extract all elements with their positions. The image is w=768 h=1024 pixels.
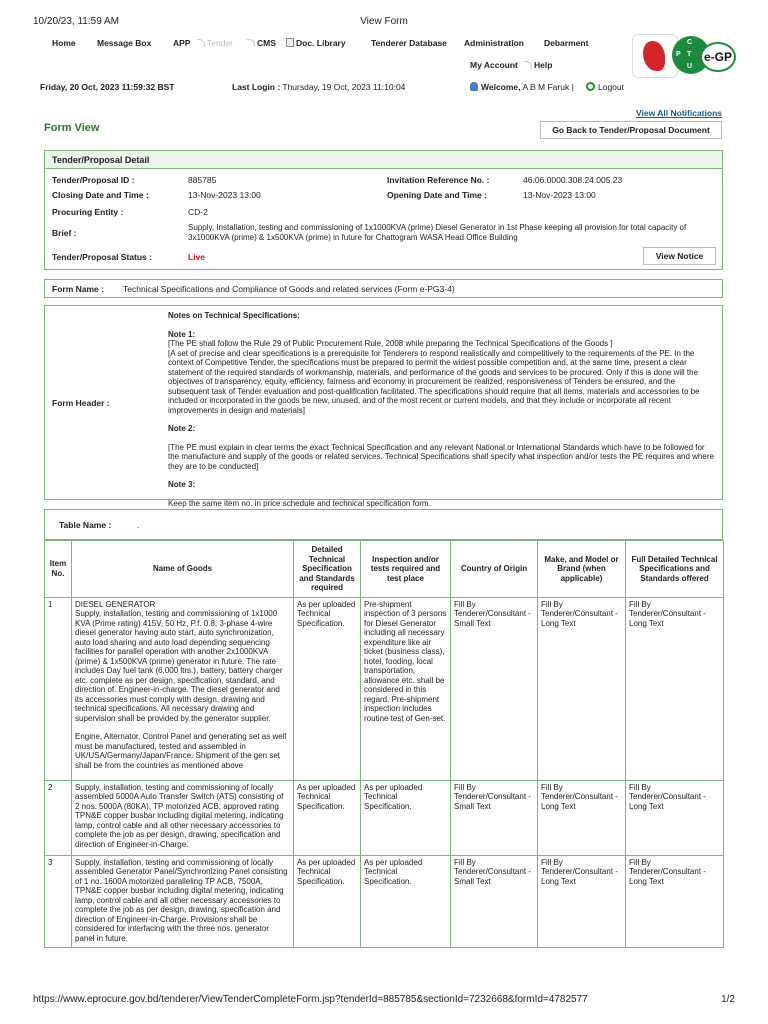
offered-cell: Fill By Tenderer/Consultant - Long Text	[626, 855, 724, 947]
help-icon	[524, 61, 532, 69]
page-title: Form View	[44, 122, 100, 134]
offered-cell: Fill By Tenderer/Consultant - Long Text	[626, 780, 724, 855]
view-notice-button[interactable]: View Notice	[643, 247, 716, 265]
print-datetime: 10/20/23, 11:59 AM	[33, 16, 119, 27]
item-no-cell: 2	[45, 780, 72, 855]
notes-heading: Notes on Technical Specifications:	[168, 311, 300, 320]
table-row	[45, 597, 724, 780]
form-header-notes	[168, 311, 716, 508]
header-detailed-spec: Detailed Technical Specification and Standards required	[294, 541, 361, 598]
origin-cell: Fill By Tenderer/Consultant - Small Text	[451, 855, 538, 947]
logout-link[interactable]: Logout	[586, 82, 624, 92]
origin-cell: Fill By Tenderer/Consultant - Small Text	[451, 780, 538, 855]
nav-doc-library[interactable]: Doc. Library	[286, 38, 346, 48]
nav-app[interactable]: APP	[173, 38, 191, 48]
table-name-panel	[44, 509, 723, 540]
view-all-notifications-link[interactable]: View All Notifications	[636, 108, 722, 118]
tender-detail-panel	[44, 150, 723, 270]
make-cell: Fill By Tenderer/Consultant - Long Text	[538, 780, 626, 855]
cms-icon	[247, 39, 255, 47]
opening-date-value: 13-Nov-2023 13:00	[523, 190, 596, 200]
goods-description: Supply, installation, testing and commissioning of 1x1000 KVA (Prime rating) 415V, 50 Hz, P.f. 0.8, 3-phase 4-wire diesel generator having auto start, auto synchronization, auto load sharing and auto load depending sequencing facilities for parallel operation with another 2x1000KVA (prime) & 1x500KVA (prime) generator in future. The rate includes Day fuel tank (6,000 ltrs.), battery, battery charger etc. complete as per design, specification, standard, and direction of. Engineer-in-charge. The diesel generator and its accessories must comply with design, drawing and technical specifications. All necessary drawing and supervision shall be provided by the generator supplier.	[75, 609, 283, 723]
header-make-model: Make, and Model or Brand (when applicable)	[538, 541, 626, 598]
note2-title: Note 2:	[168, 424, 196, 433]
spec-cell: As per uploaded Technical Specification.	[294, 855, 361, 947]
form-name-panel	[44, 279, 723, 298]
tender-status-value: Live	[188, 252, 206, 262]
table-row	[45, 780, 724, 855]
origin-cell: Fill By Tenderer/Consultant - Small Text	[451, 597, 538, 780]
table-name-value: .	[137, 520, 140, 530]
form-name-label: Form Name :	[52, 284, 104, 294]
goods-cell: Supply, installation, testing and commissioning of locally assembled Generator Panel/Synchronizing Panel consisting of 1 no. 1600A motorized paralleling TP ACB, 7500A, TPN&E copper busbar including digital metering, indicating lamp, control cable and all other necessary accessories to complete the job as per design, drawing, specification and direction of Engineer-in-Charge. Provisions shall be considered for interfacing with the three nos. generator panel in future.	[72, 855, 294, 947]
invitation-ref-value: 46.06.0000.308.24.005.23	[523, 175, 623, 185]
info-bar	[40, 82, 728, 94]
procuring-entity-value: CD-2	[188, 207, 208, 217]
logout-icon	[586, 82, 595, 91]
last-login: Last Login : Thursday, 19 Oct, 2023 11:10:04	[232, 82, 406, 92]
goods-specification-table	[44, 540, 724, 948]
welcome-user: Welcome, A B M Faruk |	[470, 82, 574, 92]
egp-logo	[630, 32, 736, 80]
tender-id-label: Tender/Proposal ID :	[52, 175, 135, 185]
inspection-cell: As per uploaded Technical Specification.	[361, 855, 451, 947]
header-name-of-goods: Name of Goods	[72, 541, 294, 598]
header-full-spec-offered: Full Detailed Technical Specifications and Standards offered	[626, 541, 724, 598]
nav-help[interactable]: Help	[524, 60, 552, 70]
page-number: 1/2	[721, 994, 735, 1005]
tender-icon	[197, 39, 205, 47]
nav-cms[interactable]: CMS	[247, 38, 276, 48]
item-no-cell: 3	[45, 855, 72, 947]
note1-rule: [The PE shall follow the Rule 29 of Public Procurement Rule, 2008 while preparing the Technical Specifications of the Goods ]	[168, 339, 613, 348]
header-item-no: Item No.	[45, 541, 72, 598]
spec-cell: As per uploaded Technical Specification.	[294, 780, 361, 855]
back-to-document-button[interactable]: Go Back to Tender/Proposal Document	[540, 121, 722, 139]
tender-detail-heading: Tender/Proposal Detail	[45, 151, 722, 169]
form-header-panel	[44, 305, 723, 508]
table-header-row	[45, 541, 724, 598]
header-inspection: Inspection and/or tests required and test place	[361, 541, 451, 598]
invitation-ref-label: Invitation Reference No. :	[387, 175, 490, 185]
table-name-label: Table Name :	[59, 520, 112, 530]
nav-home[interactable]: Home	[52, 38, 76, 48]
user-icon	[470, 82, 478, 91]
make-cell: Fill By Tenderer/Consultant - Long Text	[538, 597, 626, 780]
goods-origin-note: Engine, Alternator, Control Panel and generating set as well must be manufactured, tested and assembled in UK/USA/Germany/Japan/France. Shipment of the gen set shall be from the countries as mentioned above	[75, 732, 287, 770]
goods-cell	[72, 597, 294, 780]
print-footer	[33, 994, 735, 1008]
offered-cell: Fill By Tenderer/Consultant - Long Text	[626, 597, 724, 780]
closing-date-value: 13-Nov-2023 13:00	[188, 190, 261, 200]
inspection-cell: As per uploaded Technical Specification.	[361, 780, 451, 855]
closing-date-label: Closing Date and Time :	[52, 190, 149, 200]
opening-date-label: Opening Date and Time :	[387, 190, 487, 200]
nav-administration[interactable]: Administration	[464, 38, 524, 48]
nav-message-box[interactable]: Message Box	[97, 38, 152, 48]
make-cell: Fill By Tenderer/Consultant - Long Text	[538, 855, 626, 947]
cptu-logo: C P T U	[672, 36, 710, 74]
nav-tenderer-database[interactable]: Tenderer Database	[371, 38, 447, 48]
spec-cell: As per uploaded Technical Specification.	[294, 597, 361, 780]
procuring-entity-label: Procuring Entity :	[52, 207, 124, 217]
form-header-label: Form Header :	[52, 398, 110, 408]
form-name-value: Technical Specifications and Compliance of Goods and related services (Form e-PG3-4)	[123, 284, 455, 294]
table-row	[45, 855, 724, 947]
note1-body: [A set of precise and clear specifications is a prerequisite for Tenderers to respond realistically and competitively to the requirements of the PE. In the context of Competitive Tender, the specifications must be prepared to permit the widest possible competition and, at the same time, present a clear statement of the required standards of workmanship, materials, and performance of the goods and services to be procured. Only if this is done will the objectives of transparency, equity, efficiency, fairness and economy in procurement be realized, responsiveness of Tenders be ensured, and the subsequent task of Tender evaluation and post-qualification facilitated. The specifications should require that all items, materials and accessories to be included or incorporated in the goods be new, unused, and of the most recent or current models, and that they include or incorporate all recent improvements in design and materials]	[168, 348, 700, 415]
item-no-cell: 1	[45, 597, 72, 780]
print-header	[33, 16, 735, 30]
note2-body: [The PE must explain in clear terms the exact Technical Specification and any relevant National or International Standards which have to be followed for the manufacture and supply of the goods or related services. Technical Specifications shall specify what inspection and/or tests the PE requires and where they are to be conducted]	[168, 442, 714, 471]
brief-value: Supply, Installation, testing and commissioning of 1x1000KVA (prime) Diesel Generator in 1st Phase keeping all provision for total capacity of 3x1000KVA (prime) & 1x500KVA (prime) in future for Chattogram WASA Head Office Building	[188, 223, 687, 242]
print-title: View Form	[360, 16, 408, 27]
egp-logo-text: e-GP	[700, 42, 736, 72]
nav-debarment[interactable]: Debarment	[544, 38, 589, 48]
note1-title: Note 1:	[168, 329, 196, 339]
tender-id-value: 885785	[188, 175, 217, 185]
brief-label: Brief :	[52, 228, 77, 238]
document-icon	[286, 38, 294, 47]
current-datetime: Friday, 20 Oct, 2023 11:59:32 BST	[40, 82, 175, 92]
page-url: https://www.eprocure.gov.bd/tenderer/ViewTenderCompleteForm.jsp?tenderId=885785&sectionId=7232668&formId=4782577	[33, 994, 588, 1005]
nav-my-account[interactable]: My Account	[470, 60, 518, 70]
goods-cell: Supply, installation, testing and commissioning of locally assembled 5000A Auto Transfer Switch (ATS) consisting of 2 nos. 5000A (80KA), TP motorized ACB, approved rating TPN&E copper busbar including digital metering, indicating lamp, control cable and all other necessary accessories to complete the job as per design, drawing, specification and direction of Engineer-in-Charge.	[72, 780, 294, 855]
note3-title: Note 3:	[168, 480, 196, 489]
header-country-origin: Country of Origin	[451, 541, 538, 598]
tender-status-label: Tender/Proposal Status :	[52, 252, 152, 262]
inspection-cell: Pre-shipment inspection of 3 persons for Diesel Generator including all necessary expenditure like air ticket (business class), hotel, fooding, local transportation, allowance etc. shall be considered in this regard. Pre-shipment inspection includes routine test of Gen-set.	[361, 597, 451, 780]
goods-title: DIESEL GENERATOR	[75, 599, 156, 609]
note3-body: Keep the same item no. in price schedule and technical specification form.	[168, 498, 431, 508]
nav-tender[interactable]: Tender	[197, 38, 233, 48]
